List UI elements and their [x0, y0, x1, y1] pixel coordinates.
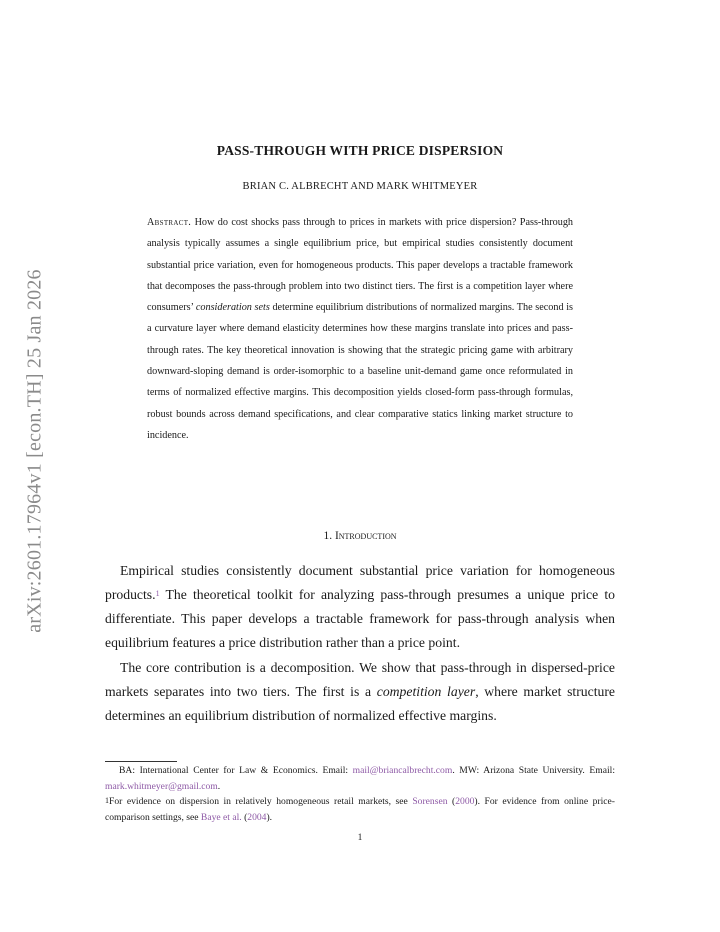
footnote-rule — [105, 761, 177, 762]
affiliation-text-c: . — [217, 780, 221, 792]
intro-p2-text-a: The core contribution is a decomposition. We show that pass-through in dispersed-price markets separates into two tiers. The first is a — [105, 660, 615, 699]
citation-sorensen-year[interactable]: 2000 — [455, 796, 475, 808]
section-number: 1. — [323, 530, 333, 542]
email-link-whitmeyer[interactable]: mark.whitmeyer@gmail.com — [105, 780, 218, 792]
intro-p2-text-b: , where market structure determines an equilibrium distribution of normalized effective margins. — [105, 684, 615, 723]
intro-p1-text-a: Empirical studies consistently document substantial price variation for homogeneous products. — [105, 563, 615, 602]
email-link-albrecht[interactable]: mail@briancalbrecht.com — [352, 765, 453, 776]
arxiv-identifier-stamp — [22, 250, 48, 652]
intro-p1-text-b: The theoretical toolkit for analyzing pass-through presumes a unique price to differentiate. This paper develops a tractable framework for pass-through analysis when equilibrium features a price distribution rather than a price point. — [105, 587, 615, 650]
footnote-1-text-b: ). For evidence from online price-comparison settings, see — [105, 796, 616, 823]
intro-paragraph-1 — [105, 559, 615, 655]
footnote-1-text-a: For evidence on dispersion in relatively homogeneous retail markets, see — [109, 796, 413, 808]
paper-authors: BRIAN C. ALBRECHT AND MARK WHITMEYER — [242, 181, 478, 192]
arxiv-identifier-text: arXiv:2601.17964v1 [econ.TH] 25 Jan 2026 — [23, 269, 46, 633]
abstract-text-2: determine equilibrium distributions of normalized margins. The second is a curvature layer where demand elasticity determines how these margins translate into prices and pass-through rates. The key theoretical innovation is showing that the strategic pricing game with arbitrary downward-sloping demand is order-isomorphic to a baseline unit-demand game once reformulated in terms of normalized effective margins. This decomposition yields closed-form pass-through formulas, robust bounds across demand specifications, and clear comparative statics linking market structure to incidence. — [147, 302, 573, 441]
intro-p2-emphasis: competition layer — [376, 684, 476, 699]
section-heading — [0, 530, 720, 542]
abstract — [147, 212, 573, 446]
citation-baye[interactable]: Baye et al. — [200, 811, 242, 823]
intro-paragraph-2 — [105, 656, 615, 728]
citation-sorensen[interactable]: Sorensen — [412, 796, 448, 808]
paper-title: PASS-THROUGH WITH PRICE DISPERSION — [216, 143, 504, 158]
abstract-emphasis: consideration sets — [195, 302, 270, 314]
abstract-label: Abstract. — [147, 217, 192, 228]
affiliation-note — [105, 763, 615, 794]
footnote-1: $^1$For evidence on dispersion in relatively homogeneous retail markets, see Sorensen (2000). For evidence from online price-comparison settings, see Baye et al. (2004). — [105, 796, 616, 823]
affiliation-text-a: BA: International Center for Law & Economics. Email: — [119, 765, 353, 776]
footnote-1-mark: 1 — [105, 796, 109, 806]
section-title: Introduction — [334, 530, 397, 542]
citation-baye-year[interactable]: 2004 — [247, 811, 267, 823]
footnote-1-text-c: ). — [266, 811, 273, 823]
footnote-ref-1[interactable]: 1 — [155, 589, 160, 598]
footnotes — [105, 763, 615, 825]
page-number: 1 — [357, 833, 363, 843]
abstract-text-1: How do cost shocks pass through to prices in markets with price dispersion? Pass-through analysis typically assumes a single equilibrium price, but empirical studies consistently document substantial price variation, even for homogeneous products. This paper develops a tractable framework that decomposes the pass-through problem into two distinct tiers. The first is a competition layer where consumers’ — [147, 217, 574, 314]
affiliation-text-b: . MW: Arizona State University. Email: — [452, 765, 615, 776]
